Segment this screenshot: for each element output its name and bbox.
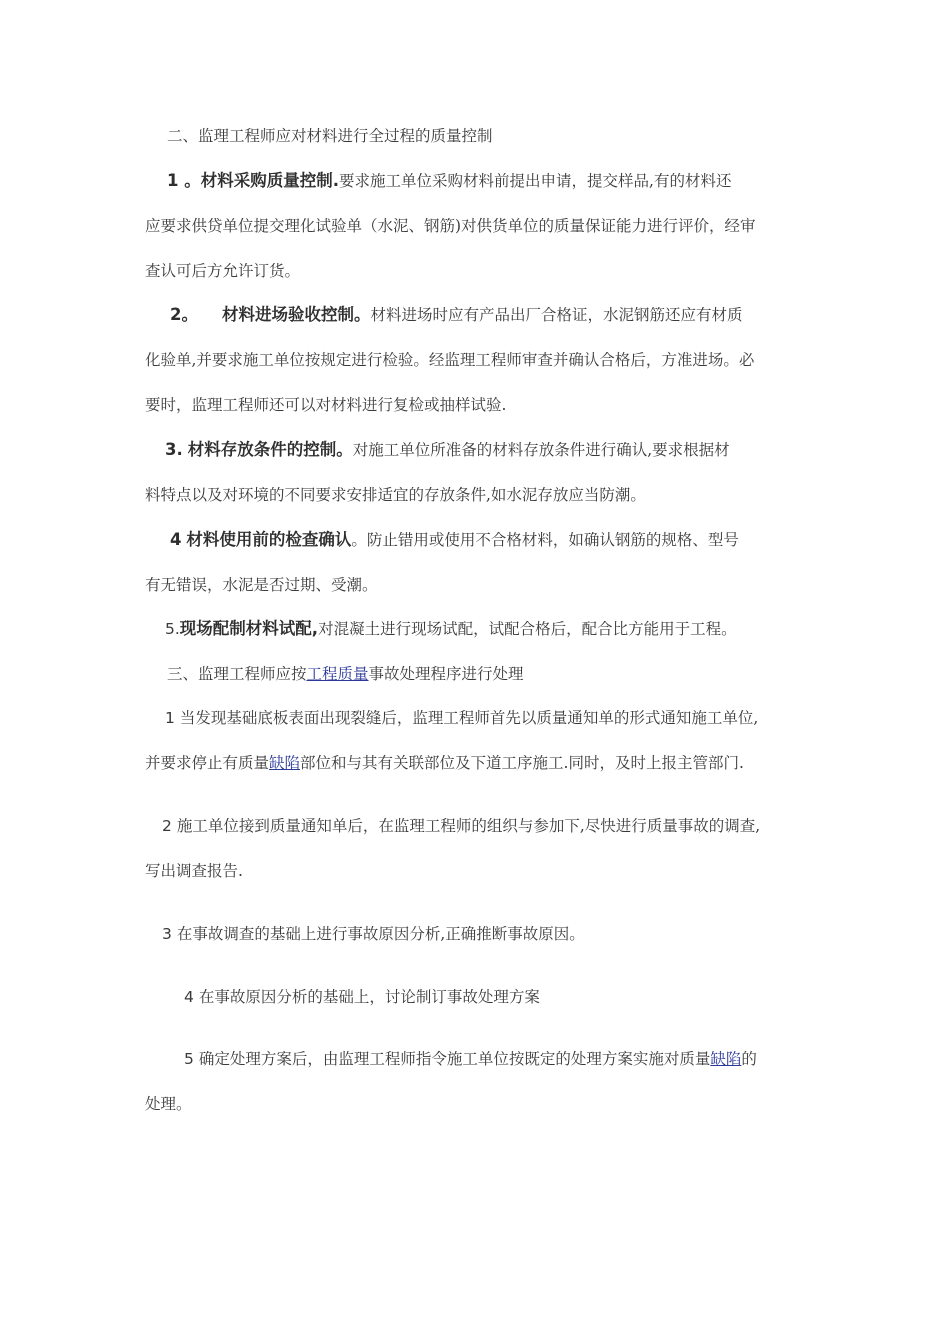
item4-text: 。防止错用或使用不合格材料，如确认钢筋的规格、型号 [351,531,739,549]
step5-text-pre: 确定处理方案后，由监理工程师指令施工单位按既定的处理方案实施对质量 [198,1050,711,1068]
item2-line2: 化验单,并要求施工单位按规定进行检验。经监理工程师审查并确认合格后，方准进场。必 [145,351,755,369]
item3-text: 对施工单位所准备的材料存放条件进行确认,要求根据材 [352,441,730,459]
step4-number: 4 [184,988,194,1006]
item5-number: 5. [165,620,180,638]
step5-line2: 处理。 [145,1095,192,1113]
item4-line1 [170,529,739,551]
step5-line1 [184,1048,757,1070]
step2-line2: 写出调查报告. [145,862,243,880]
defect-link[interactable]: 缺陷 [269,754,301,772]
step4-line1 [184,986,540,1008]
item4-line2: 有无错误，水泥是否过期、受潮。 [145,576,378,594]
item2-line1 [170,304,743,326]
section3-heading-pre: 三、监理工程师应按 [167,665,307,683]
step1-number: 1 [165,709,175,727]
section3-heading-post: 事故处理程序进行处理 [368,665,524,683]
item4-title: 材料使用前的检查确认 [186,530,352,549]
item3-number: 3. [165,440,183,459]
step3-line1 [162,923,585,945]
step3-text: 在事故调查的基础上进行事故原因分析,正确推断事故原因。 [176,925,585,943]
step2-text: 施工单位接到质量通知单后，在监理工程师的组织与参加下,尽快进行质量事故的调查, [176,817,761,835]
item4-number: 4 [170,530,182,549]
item1-number: 1 。 [167,171,201,190]
item5-title: 现场配制材料试配, [179,619,319,638]
step3-number: 3 [162,925,172,943]
item3-line1 [165,439,730,461]
item2-title: 材料进场验收控制。 [221,305,371,324]
item2-line3: 要时，监理工程师还可以对材料进行复检或抽样试验. [145,396,507,414]
item1-text: 要求施工单位采购材料前提出申请，提交样品,有的材料还 [339,172,732,190]
section2-heading: 二、监理工程师应对材料进行全过程的质量控制 [167,127,493,145]
step5-text-post: 的 [741,1050,757,1068]
section3-heading [167,663,524,685]
defect-link-2[interactable]: 缺陷 [710,1050,742,1068]
step2-number: 2 [162,817,172,835]
step1-line1 [165,707,758,729]
item5-text: 对混凝土进行现场试配，试配合格后，配合比方能用于工程。 [318,620,737,638]
step2-line1 [162,815,760,837]
item1-line2: 应要求供贷单位提交理化试验单（水泥、钢筋)对供货单位的质量保证能力进行评价，经审 [145,217,756,235]
item2-text: 材料进场时应有产品出厂合格证，水泥钢筋还应有材质 [370,306,743,324]
item1-title: 材料采购质量控制. [200,171,340,190]
item1-line1 [167,170,731,192]
item3-title: 材料存放条件的控制。 [187,440,353,459]
item2-number: 2。 [170,305,198,324]
engineering-quality-link[interactable]: 工程质量 [306,665,369,683]
step1-line2 [145,752,744,774]
item3-line2: 料特点以及对环境的不同要求安排适宜的存放条件,如水泥存放应当防潮。 [145,486,646,504]
item1-line3: 查认可后方允许订货。 [145,262,301,280]
step4-text: 在事故原因分析的基础上，讨论制订事故处理方案 [198,988,540,1006]
item5-line1 [165,618,737,640]
step5-number: 5 [184,1050,194,1068]
step1-line2-post: 部位和与其有关联部位及下道工序施工.同时，及时上报主管部门. [300,754,744,772]
step1-line2-pre: 并要求停止有质量 [145,754,270,772]
step1-text: 当发现基础底板表面出现裂缝后，监理工程师首先以质量通知单的形式通知施工单位, [179,709,759,727]
